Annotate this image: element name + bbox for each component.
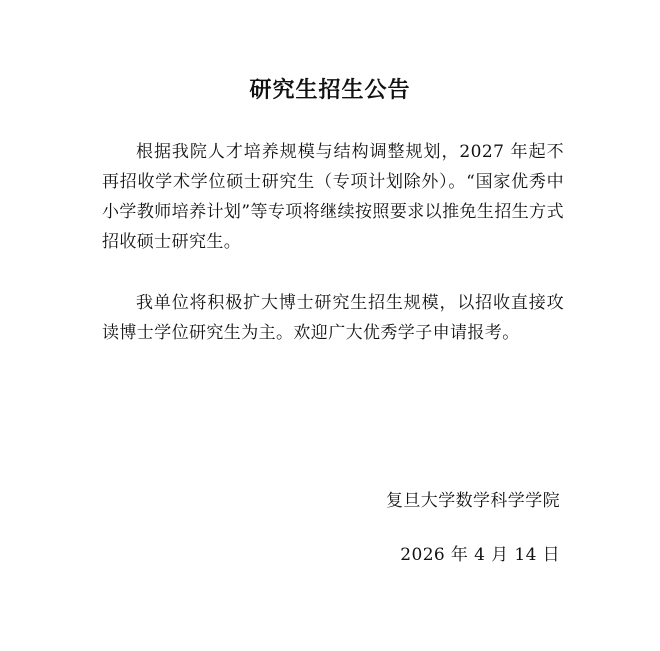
body-paragraph-2: 我单位将积极扩大博士研究生招生规模，以招收直接攻读博士学位研究生为主。欢迎广大优秀学子申请报考。 <box>102 293 564 343</box>
page-title: 研究生招生公告 <box>249 78 411 103</box>
body-paragraph-1: 根据我院人才培养规模与结构调整规划，2027 年起不再招收学术学位硕士研究生（专项计划除外）。“国家优秀中小学教师培养计划”等专项将继续按照要求以推免生招生方式招收硕士研究生。 <box>102 142 564 252</box>
issue-date: 2026 年 4 月 14 日 <box>400 545 560 565</box>
issuer-signature: 复旦大学数学科学学院 <box>386 491 560 511</box>
